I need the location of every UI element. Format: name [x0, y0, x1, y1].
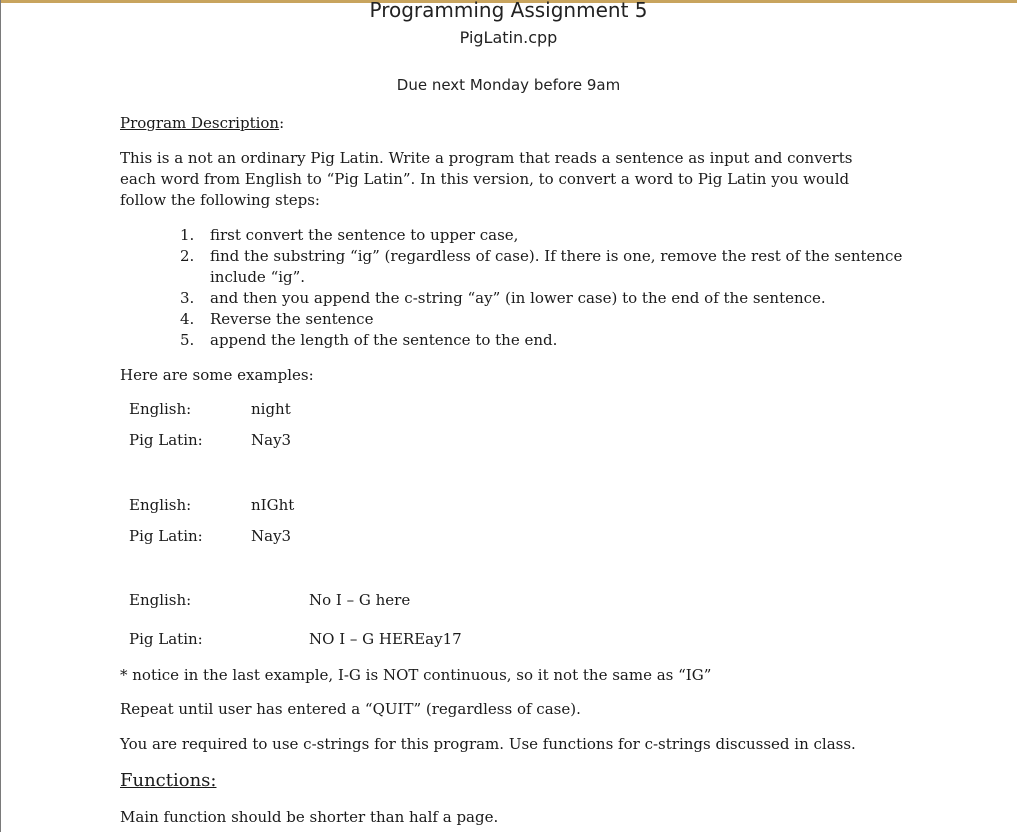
examples-intro: Here are some examples: [120, 366, 314, 384]
document-title: Programming Assignment 5 [369, 0, 648, 22]
step-number: 5. [180, 331, 195, 349]
notice-note: * notice in the last example, I-G is NOT continuous, so it not the same as “IG” [120, 666, 712, 684]
step-text: first convert the sentence to upper case, [210, 226, 519, 244]
example-english-value: night [251, 400, 291, 418]
step-text: append the length of the sentence to the end. [210, 331, 558, 349]
example-pig-label: Pig Latin: [129, 431, 203, 449]
step-number: 2. [180, 247, 195, 265]
repeat-note: Repeat until user has entered a “QUIT” (regardless of case). [120, 700, 581, 718]
example-english-value: nIGht [251, 496, 295, 514]
program-description-colon: : [279, 114, 285, 132]
main-function-note: Main function should be shorter than half a page. [120, 808, 499, 826]
step-number: 4. [180, 310, 195, 328]
step-text: and then you append the c-string “ay” (in lower case) to the end of the sentence. [210, 289, 826, 307]
example-pig-value: Nay3 [251, 527, 292, 545]
document-filename: PigLatin.cpp [459, 28, 558, 47]
page-left-border [0, 0, 1, 832]
example-pig-label: Pig Latin: [129, 527, 203, 545]
example-english-value: No I – G here [309, 591, 411, 609]
example-pig-label: Pig Latin: [129, 630, 203, 648]
program-description-label [120, 113, 284, 134]
step-item [180, 288, 910, 309]
step-text: find the substring “ig” (regardless of case). If there is one, remove the rest of the sentence include “ig”. [210, 247, 903, 286]
step-number: 1. [180, 226, 195, 244]
step-item [180, 330, 910, 351]
example-pig-value: NO I – G HEREay17 [309, 630, 462, 648]
due-date: Due next Monday before 9am [396, 76, 621, 94]
description-paragraph: This is a not an ordinary Pig Latin. Write a program that reads a sentence as input and converts each word from English to “Pig Latin”. In this version, to convert a word to Pig Latin you would follow the following steps: [120, 149, 853, 209]
step-item [180, 246, 910, 288]
step-number: 3. [180, 289, 195, 307]
step-item [180, 225, 910, 246]
step-text: Reverse the sentence [210, 310, 374, 328]
steps-list [180, 225, 910, 351]
functions-heading: Functions: [120, 770, 217, 791]
required-note: You are required to use c-strings for this program. Use functions for c-strings discussed in class. [120, 735, 856, 753]
example-pig-value: Nay3 [251, 431, 292, 449]
step-item [180, 309, 910, 330]
example-english-label: English: [129, 400, 192, 418]
example-english-label: English: [129, 591, 192, 609]
example-english-label: English: [129, 496, 192, 514]
program-description-label-text: Program Description [120, 114, 280, 132]
